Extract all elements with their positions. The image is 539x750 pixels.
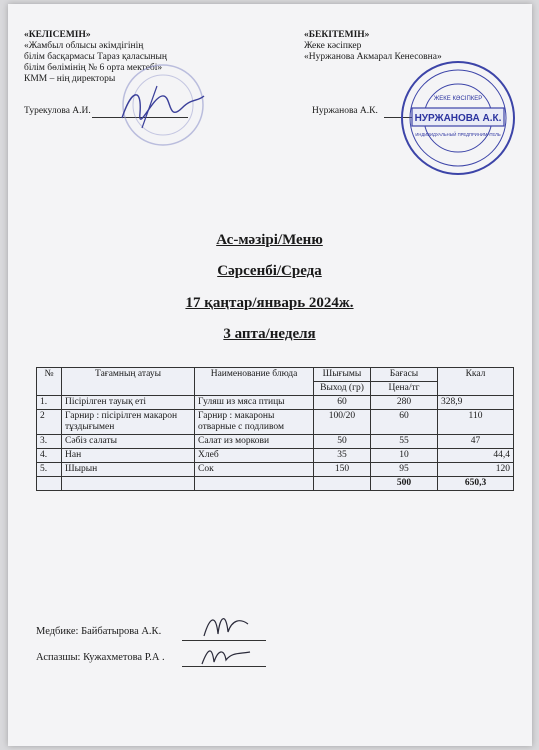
stamp-sub-text: ИНДИВИДУАЛЬНЫЙ ПРЕДПРИНИМАТЕЛЬ bbox=[415, 132, 501, 137]
approval-left-line2: білім басқармасы Тараз қаласының bbox=[24, 52, 167, 62]
stamp-center-text: НУРЖАНОВА А.К. bbox=[414, 113, 502, 124]
header-output: Шығымы bbox=[314, 368, 371, 382]
header-kcal: Ккал bbox=[438, 368, 514, 396]
row-price: 55 bbox=[371, 435, 438, 449]
footer-nurse: Медбике: Байбатырова А.К. bbox=[36, 626, 162, 637]
cook-signature-icon bbox=[196, 640, 256, 672]
entrepreneur-stamp-icon bbox=[398, 58, 518, 178]
header-num: № bbox=[37, 368, 62, 396]
row-name-kz: Гарнир : пісірілген макарон тұздығымен bbox=[62, 410, 195, 435]
title-week: 3 апта/неделя bbox=[223, 326, 316, 342]
header-price: Бағасы bbox=[371, 368, 438, 382]
table-row bbox=[37, 449, 514, 463]
row-kcal: 110 bbox=[438, 410, 514, 435]
row-output: 150 bbox=[314, 463, 371, 477]
row-name-ru: Гарнир : макароны отварные с подливом bbox=[195, 410, 314, 435]
director-signature-icon bbox=[112, 78, 212, 138]
header-price-sub: Цена/тг bbox=[371, 382, 438, 396]
approval-left-line3: білім бөлімінің № 6 орта мектебі» bbox=[24, 63, 163, 73]
row-output: 35 bbox=[314, 449, 371, 463]
row-price: 10 bbox=[371, 449, 438, 463]
row-num: 2 bbox=[37, 410, 62, 435]
row-name-kz: Шырын bbox=[62, 463, 195, 477]
stamp-top-text: ЖЕКЕ КӘСІПКЕР bbox=[433, 96, 483, 102]
row-name-kz: Сәбіз салаты bbox=[62, 435, 195, 449]
total-empty-1 bbox=[37, 477, 62, 491]
approval-right-signer: Нуржанова А.К. bbox=[312, 106, 378, 116]
total-empty-2 bbox=[62, 477, 195, 491]
title-menu: Ас-мәзірі/Меню bbox=[216, 232, 323, 248]
row-num: 5. bbox=[37, 463, 62, 477]
row-name-kz: Нан bbox=[62, 449, 195, 463]
row-kcal: 44,4 bbox=[438, 449, 514, 463]
header-output-sub: Выход (гр) bbox=[314, 382, 371, 396]
approval-left-signer: Турекулова А.И. bbox=[24, 106, 91, 116]
row-num: 4. bbox=[37, 449, 62, 463]
total-kcal: 650,3 bbox=[438, 477, 514, 491]
menu-table bbox=[36, 367, 514, 491]
approval-left-line1: «Жамбыл облысы әкімдігінің bbox=[24, 41, 144, 51]
row-name-kz: Пісірілген тауық еті bbox=[62, 396, 195, 410]
approval-right-line1: Жеке кәсіпкер bbox=[304, 41, 362, 51]
approval-left-heading: «КЕЛІСЕМІН» bbox=[24, 30, 91, 40]
table-row bbox=[37, 463, 514, 477]
row-num: 1. bbox=[37, 396, 62, 410]
footer-cook: Аспазшы: Кужахметова Р.А . bbox=[36, 652, 165, 663]
row-output: 60 bbox=[314, 396, 371, 410]
header-name-kz: Тағамның атауы bbox=[62, 368, 195, 396]
row-price: 280 bbox=[371, 396, 438, 410]
table-header-row bbox=[37, 368, 514, 382]
approval-left-line4: КММ – нің директоры bbox=[24, 74, 116, 84]
approval-right-line2: «Нуржанова Акмарал Кенесовна» bbox=[304, 52, 442, 62]
total-empty-4 bbox=[314, 477, 371, 491]
row-name-ru: Хлеб bbox=[195, 449, 314, 463]
row-name-ru: Гуляш из мяса птицы bbox=[195, 396, 314, 410]
table-row bbox=[37, 396, 514, 410]
header-name-ru: Наименование блюда bbox=[195, 368, 314, 396]
row-name-ru: Салат из моркови bbox=[195, 435, 314, 449]
row-price: 95 bbox=[371, 463, 438, 477]
row-output: 50 bbox=[314, 435, 371, 449]
row-kcal: 120 bbox=[438, 463, 514, 477]
row-price: 60 bbox=[371, 410, 438, 435]
approval-right-heading: «БЕКІТЕМІН» bbox=[304, 30, 370, 40]
row-name-ru: Сок bbox=[195, 463, 314, 477]
row-output: 100/20 bbox=[314, 410, 371, 435]
title-date: 17 қаңтар/январь 2024ж. bbox=[185, 295, 354, 311]
table-row bbox=[37, 435, 514, 449]
table-row bbox=[37, 410, 514, 435]
total-price: 500 bbox=[371, 477, 438, 491]
row-num: 3. bbox=[37, 435, 62, 449]
row-kcal: 328,9 bbox=[438, 396, 514, 410]
total-empty-3 bbox=[195, 477, 314, 491]
title-day: Сәрсенбі/Среда bbox=[217, 263, 322, 279]
row-kcal: 47 bbox=[438, 435, 514, 449]
table-total-row bbox=[37, 477, 514, 491]
